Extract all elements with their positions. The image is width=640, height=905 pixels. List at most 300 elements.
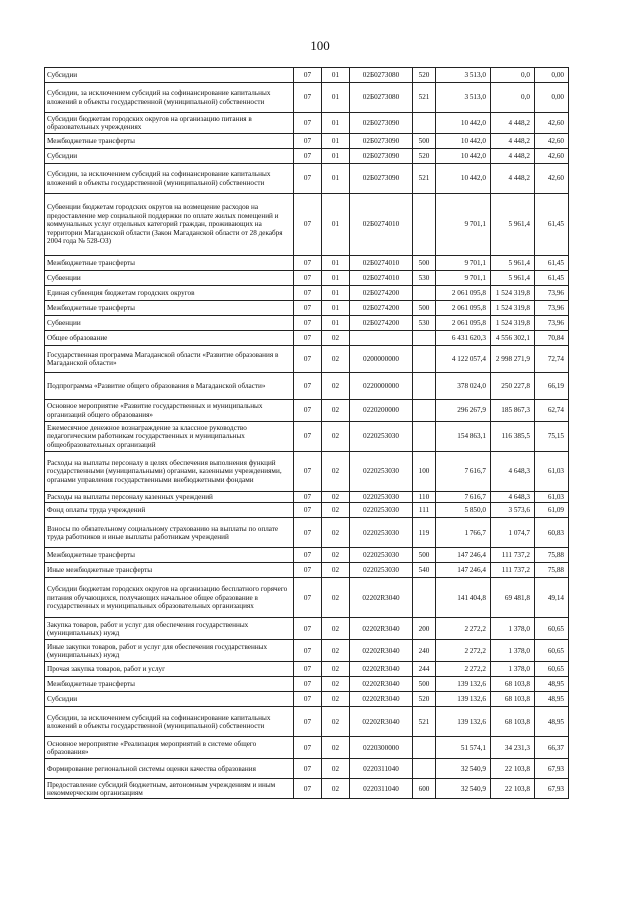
planned-amount-cell: 2 061 095,8 bbox=[436, 286, 491, 301]
percent-cell: 61,09 bbox=[535, 503, 569, 518]
row-name-cell: Прочая закупка товаров, работ и услуг bbox=[45, 662, 294, 677]
section-code-cell: 07 bbox=[294, 256, 322, 271]
expense-type-cell: 500 bbox=[413, 134, 436, 149]
planned-amount-cell: 2 061 095,8 bbox=[436, 316, 491, 331]
section-code-cell: 07 bbox=[294, 492, 322, 503]
section-code-cell: 07 bbox=[294, 301, 322, 316]
row-name-cell: Субсидии bbox=[45, 692, 294, 707]
planned-amount-cell: 2 272,2 bbox=[436, 640, 491, 662]
target-article-cell: 0220000000 bbox=[350, 373, 413, 400]
subsection-code-cell: 02 bbox=[322, 759, 350, 779]
planned-amount-cell: 139 132,6 bbox=[436, 677, 491, 692]
row-name-cell: Общее образование bbox=[45, 331, 294, 346]
row-name-cell: Межбюджетные трансферты bbox=[45, 301, 294, 316]
table-row bbox=[45, 618, 569, 640]
expense-type-cell: 600 bbox=[413, 779, 436, 799]
target-article-cell: 0220253030 bbox=[350, 503, 413, 518]
subsection-code-cell: 02 bbox=[322, 492, 350, 503]
executed-amount-cell: 2 998 271,9 bbox=[491, 346, 535, 373]
table-row bbox=[45, 316, 569, 331]
table-row bbox=[45, 256, 569, 271]
planned-amount-cell: 141 404,8 bbox=[436, 578, 491, 618]
expense-type-cell bbox=[413, 113, 436, 134]
planned-amount-cell: 3 513,0 bbox=[436, 68, 491, 83]
table-row bbox=[45, 68, 569, 83]
target-article-cell: 0220200000 bbox=[350, 400, 413, 422]
target-article-cell: 02Б0273090 bbox=[350, 149, 413, 164]
percent-cell: 66,19 bbox=[535, 373, 569, 400]
section-code-cell: 07 bbox=[294, 286, 322, 301]
expense-type-cell: 110 bbox=[413, 492, 436, 503]
table-row bbox=[45, 452, 569, 492]
row-name-cell: Подпрограмма «Развитие общего образования в Магаданской области» bbox=[45, 373, 294, 400]
expense-type-cell: 500 bbox=[413, 301, 436, 316]
executed-amount-cell: 5 961,4 bbox=[491, 194, 535, 256]
executed-amount-cell: 34 231,3 bbox=[491, 737, 535, 759]
planned-amount-cell: 9 701,1 bbox=[436, 194, 491, 256]
table-row bbox=[45, 503, 569, 518]
percent-cell: 0,00 bbox=[535, 68, 569, 83]
planned-amount-cell: 7 616,7 bbox=[436, 492, 491, 503]
table-row bbox=[45, 164, 569, 194]
table-row bbox=[45, 83, 569, 113]
expense-type-cell: 540 bbox=[413, 563, 436, 578]
subsection-code-cell: 02 bbox=[322, 640, 350, 662]
expense-type-cell: 521 bbox=[413, 164, 436, 194]
executed-amount-cell: 4 648,3 bbox=[491, 492, 535, 503]
executed-amount-cell: 1 378,0 bbox=[491, 662, 535, 677]
percent-cell: 42,60 bbox=[535, 149, 569, 164]
row-name-cell: Предоставление субсидий бюджетным, автономным учреждениям и иным некоммерческим организациям bbox=[45, 779, 294, 799]
planned-amount-cell: 10 442,0 bbox=[436, 113, 491, 134]
table-row bbox=[45, 759, 569, 779]
percent-cell: 0,00 bbox=[535, 83, 569, 113]
subsection-code-cell: 02 bbox=[322, 346, 350, 373]
target-article-cell bbox=[350, 331, 413, 346]
section-code-cell: 07 bbox=[294, 316, 322, 331]
row-name-cell: Субсидии, за исключением субсидий на софинансирование капитальных вложений в объекты государственной (муниципальной) собственности bbox=[45, 707, 294, 737]
percent-cell: 75,88 bbox=[535, 563, 569, 578]
section-code-cell: 07 bbox=[294, 452, 322, 492]
section-code-cell: 07 bbox=[294, 677, 322, 692]
row-name-cell: Субвенции bbox=[45, 316, 294, 331]
section-code-cell: 07 bbox=[294, 662, 322, 677]
executed-amount-cell: 22 103,8 bbox=[491, 779, 535, 799]
expense-type-cell: 520 bbox=[413, 68, 436, 83]
planned-amount-cell: 7 616,7 bbox=[436, 452, 491, 492]
executed-amount-cell: 4 448,2 bbox=[491, 149, 535, 164]
planned-amount-cell: 10 442,0 bbox=[436, 149, 491, 164]
planned-amount-cell: 10 442,0 bbox=[436, 134, 491, 149]
planned-amount-cell: 2 272,2 bbox=[436, 618, 491, 640]
row-name-cell: Основное мероприятие «Развитие государственных и муниципальных организаций общего образования» bbox=[45, 400, 294, 422]
table-row bbox=[45, 373, 569, 400]
table-row bbox=[45, 563, 569, 578]
planned-amount-cell: 9 701,1 bbox=[436, 256, 491, 271]
percent-cell: 75,15 bbox=[535, 422, 569, 452]
executed-amount-cell: 111 737,2 bbox=[491, 548, 535, 563]
budget-table bbox=[44, 67, 569, 799]
table-row bbox=[45, 134, 569, 149]
executed-amount-cell: 1 524 319,8 bbox=[491, 301, 535, 316]
target-article-cell: 02202R3040 bbox=[350, 692, 413, 707]
percent-cell: 62,74 bbox=[535, 400, 569, 422]
planned-amount-cell: 2 061 095,8 bbox=[436, 301, 491, 316]
planned-amount-cell: 32 540,9 bbox=[436, 759, 491, 779]
subsection-code-cell: 02 bbox=[322, 677, 350, 692]
executed-amount-cell: 1 524 319,8 bbox=[491, 286, 535, 301]
section-code-cell: 07 bbox=[294, 707, 322, 737]
table-row bbox=[45, 271, 569, 286]
planned-amount-cell: 10 442,0 bbox=[436, 164, 491, 194]
subsection-code-cell: 02 bbox=[322, 662, 350, 677]
table-row bbox=[45, 677, 569, 692]
percent-cell: 48,95 bbox=[535, 677, 569, 692]
percent-cell: 48,95 bbox=[535, 692, 569, 707]
section-code-cell: 07 bbox=[294, 737, 322, 759]
expense-type-cell: 244 bbox=[413, 662, 436, 677]
executed-amount-cell: 1 074,7 bbox=[491, 518, 535, 548]
target-article-cell: 0200000000 bbox=[350, 346, 413, 373]
row-name-cell: Фонд оплаты труда учреждений bbox=[45, 503, 294, 518]
planned-amount-cell: 32 540,9 bbox=[436, 779, 491, 799]
target-article-cell: 02202R3040 bbox=[350, 707, 413, 737]
expense-type-cell: 119 bbox=[413, 518, 436, 548]
executed-amount-cell: 4 556 302,1 bbox=[491, 331, 535, 346]
percent-cell: 75,88 bbox=[535, 548, 569, 563]
subsection-code-cell: 02 bbox=[322, 578, 350, 618]
planned-amount-cell: 9 701,1 bbox=[436, 271, 491, 286]
section-code-cell: 07 bbox=[294, 400, 322, 422]
table-row bbox=[45, 692, 569, 707]
row-name-cell: Межбюджетные трансферты bbox=[45, 134, 294, 149]
target-article-cell: 0220253030 bbox=[350, 452, 413, 492]
row-name-cell: Расходы на выплаты персоналу казенных учреждений bbox=[45, 492, 294, 503]
table-row bbox=[45, 301, 569, 316]
planned-amount-cell: 1 766,7 bbox=[436, 518, 491, 548]
expense-type-cell bbox=[413, 759, 436, 779]
row-name-cell: Субвенции bbox=[45, 271, 294, 286]
percent-cell: 67,93 bbox=[535, 759, 569, 779]
percent-cell: 61,03 bbox=[535, 452, 569, 492]
expense-type-cell: 200 bbox=[413, 618, 436, 640]
table-body bbox=[45, 68, 569, 799]
planned-amount-cell: 378 024,0 bbox=[436, 373, 491, 400]
subsection-code-cell: 02 bbox=[322, 548, 350, 563]
section-code-cell: 07 bbox=[294, 346, 322, 373]
expense-type-cell bbox=[413, 346, 436, 373]
expense-type-cell bbox=[413, 578, 436, 618]
planned-amount-cell: 154 863,1 bbox=[436, 422, 491, 452]
subsection-code-cell: 01 bbox=[322, 301, 350, 316]
subsection-code-cell: 01 bbox=[322, 271, 350, 286]
executed-amount-cell: 4 448,2 bbox=[491, 164, 535, 194]
expense-type-cell bbox=[413, 422, 436, 452]
table-row bbox=[45, 149, 569, 164]
target-article-cell: 0220300000 bbox=[350, 737, 413, 759]
section-code-cell: 07 bbox=[294, 548, 322, 563]
section-code-cell: 07 bbox=[294, 422, 322, 452]
row-name-cell: Единая субвенция бюджетам городских округов bbox=[45, 286, 294, 301]
row-name-cell: Субсидии бюджетам городских округов на организацию бесплатного горячего питания обучающихся, получающих начальное общее образование в государственных и муниципальных образовательных организациях bbox=[45, 578, 294, 618]
target-article-cell: 0220253030 bbox=[350, 422, 413, 452]
subsection-code-cell: 02 bbox=[322, 692, 350, 707]
row-name-cell: Ежемесячное денежное вознаграждение за классное руководство педагогическим работникам государственных и муниципальных общеобразовательных организаций bbox=[45, 422, 294, 452]
expense-type-cell: 500 bbox=[413, 677, 436, 692]
row-name-cell: Субсидии бюджетам городских округов на организацию питания в образовательных учреждениях bbox=[45, 113, 294, 134]
percent-cell: 60,65 bbox=[535, 662, 569, 677]
planned-amount-cell: 147 246,4 bbox=[436, 563, 491, 578]
target-article-cell: 0220253030 bbox=[350, 518, 413, 548]
section-code-cell: 07 bbox=[294, 149, 322, 164]
expense-type-cell: 111 bbox=[413, 503, 436, 518]
percent-cell: 67,93 bbox=[535, 779, 569, 799]
subsection-code-cell: 01 bbox=[322, 286, 350, 301]
table-row bbox=[45, 779, 569, 799]
table-row bbox=[45, 346, 569, 373]
subsection-code-cell: 01 bbox=[322, 194, 350, 256]
expense-type-cell: 520 bbox=[413, 149, 436, 164]
target-article-cell: 02Б0273090 bbox=[350, 113, 413, 134]
planned-amount-cell: 139 132,6 bbox=[436, 692, 491, 707]
subsection-code-cell: 02 bbox=[322, 331, 350, 346]
row-name-cell: Основное мероприятие «Реализация мероприятий в системе общего образования» bbox=[45, 737, 294, 759]
row-name-cell: Формирование региональной системы оценки качества образования bbox=[45, 759, 294, 779]
percent-cell: 49,14 bbox=[535, 578, 569, 618]
executed-amount-cell: 68 103,8 bbox=[491, 677, 535, 692]
executed-amount-cell: 68 103,8 bbox=[491, 707, 535, 737]
executed-amount-cell: 0,0 bbox=[491, 68, 535, 83]
percent-cell: 61,45 bbox=[535, 256, 569, 271]
target-article-cell: 02Б0274010 bbox=[350, 271, 413, 286]
section-code-cell: 07 bbox=[294, 271, 322, 286]
planned-amount-cell: 147 246,4 bbox=[436, 548, 491, 563]
percent-cell: 60,65 bbox=[535, 618, 569, 640]
row-name-cell: Межбюджетные трансферты bbox=[45, 548, 294, 563]
row-name-cell: Субсидии bbox=[45, 149, 294, 164]
percent-cell: 73,96 bbox=[535, 301, 569, 316]
subsection-code-cell: 02 bbox=[322, 452, 350, 492]
executed-amount-cell: 22 103,8 bbox=[491, 759, 535, 779]
table-row bbox=[45, 113, 569, 134]
table-row bbox=[45, 400, 569, 422]
subsection-code-cell: 01 bbox=[322, 256, 350, 271]
executed-amount-cell: 1 378,0 bbox=[491, 618, 535, 640]
planned-amount-cell: 5 850,0 bbox=[436, 503, 491, 518]
executed-amount-cell: 68 103,8 bbox=[491, 692, 535, 707]
percent-cell: 61,03 bbox=[535, 492, 569, 503]
section-code-cell: 07 bbox=[294, 518, 322, 548]
target-article-cell: 02Б0273090 bbox=[350, 164, 413, 194]
subsection-code-cell: 01 bbox=[322, 134, 350, 149]
expense-type-cell: 521 bbox=[413, 83, 436, 113]
table-row bbox=[45, 662, 569, 677]
row-name-cell: Субвенции бюджетам городских округов на возмещение расходов на предоставление мер социальной поддержки по оплате жилых помещений и коммунальных услуг отдельных категорий граждан, проживающих на территории Магаданской области (Закон Магаданской области от 28 декабря 2004 года № 528-ОЗ) bbox=[45, 194, 294, 256]
target-article-cell: 02Б0274200 bbox=[350, 301, 413, 316]
percent-cell: 66,37 bbox=[535, 737, 569, 759]
percent-cell: 60,83 bbox=[535, 518, 569, 548]
subsection-code-cell: 01 bbox=[322, 113, 350, 134]
target-article-cell: 02202R3040 bbox=[350, 618, 413, 640]
planned-amount-cell: 2 272,2 bbox=[436, 662, 491, 677]
section-code-cell: 07 bbox=[294, 194, 322, 256]
table-row bbox=[45, 194, 569, 256]
expense-type-cell: 530 bbox=[413, 271, 436, 286]
percent-cell: 73,96 bbox=[535, 286, 569, 301]
subsection-code-cell: 01 bbox=[322, 316, 350, 331]
percent-cell: 42,60 bbox=[535, 113, 569, 134]
row-name-cell: Межбюджетные трансферты bbox=[45, 256, 294, 271]
section-code-cell: 07 bbox=[294, 164, 322, 194]
percent-cell: 61,45 bbox=[535, 194, 569, 256]
row-name-cell: Взносы по обязательному социальному страхованию на выплаты по оплате труда работников и иные выплаты работникам учреждений bbox=[45, 518, 294, 548]
page-number: 100 bbox=[310, 38, 330, 53]
expense-type-cell bbox=[413, 331, 436, 346]
executed-amount-cell: 69 481,8 bbox=[491, 578, 535, 618]
planned-amount-cell: 3 513,0 bbox=[436, 83, 491, 113]
target-article-cell: 02202R3040 bbox=[350, 640, 413, 662]
subsection-code-cell: 02 bbox=[322, 503, 350, 518]
target-article-cell: 0220253030 bbox=[350, 492, 413, 503]
row-name-cell: Межбюджетные трансферты bbox=[45, 677, 294, 692]
target-article-cell: 02202R3040 bbox=[350, 677, 413, 692]
table-row bbox=[45, 492, 569, 503]
subsection-code-cell: 02 bbox=[322, 618, 350, 640]
expense-type-cell: 500 bbox=[413, 256, 436, 271]
expense-type-cell bbox=[413, 194, 436, 256]
target-article-cell: 0220311040 bbox=[350, 759, 413, 779]
subsection-code-cell: 02 bbox=[322, 737, 350, 759]
executed-amount-cell: 5 961,4 bbox=[491, 271, 535, 286]
table-row bbox=[45, 548, 569, 563]
row-name-cell: Иные закупки товаров, работ и услуг для обеспечения государственных (муниципальных) нужд bbox=[45, 640, 294, 662]
subsection-code-cell: 01 bbox=[322, 164, 350, 194]
percent-cell: 72,74 bbox=[535, 346, 569, 373]
row-name-cell: Расходы на выплаты персоналу в целях обеспечения выполнения функций государственными (муниципальными) органами, казенными учреждениями, органами управления государственными внебюджетными фондами bbox=[45, 452, 294, 492]
section-code-cell: 07 bbox=[294, 503, 322, 518]
row-name-cell: Субсидии, за исключением субсидий на софинансирование капитальных вложений в объекты государственной (муниципальной) собственности bbox=[45, 83, 294, 113]
executed-amount-cell: 116 385,5 bbox=[491, 422, 535, 452]
subsection-code-cell: 02 bbox=[322, 563, 350, 578]
target-article-cell: 02Б0274010 bbox=[350, 256, 413, 271]
target-article-cell: 02Б0274010 bbox=[350, 194, 413, 256]
expense-type-cell bbox=[413, 373, 436, 400]
section-code-cell: 07 bbox=[294, 113, 322, 134]
expense-type-cell: 521 bbox=[413, 707, 436, 737]
expense-type-cell bbox=[413, 737, 436, 759]
row-name-cell: Иные межбюджетные трансферты bbox=[45, 563, 294, 578]
section-code-cell: 07 bbox=[294, 83, 322, 113]
planned-amount-cell: 296 267,9 bbox=[436, 400, 491, 422]
percent-cell: 70,84 bbox=[535, 331, 569, 346]
row-name-cell: Субсидии bbox=[45, 68, 294, 83]
executed-amount-cell: 4 448,2 bbox=[491, 113, 535, 134]
row-name-cell: Закупка товаров, работ и услуг для обеспечения государственных (муниципальных) нужд bbox=[45, 618, 294, 640]
expense-type-cell bbox=[413, 400, 436, 422]
subsection-code-cell: 02 bbox=[322, 373, 350, 400]
expense-type-cell: 520 bbox=[413, 692, 436, 707]
target-article-cell: 0220253030 bbox=[350, 563, 413, 578]
table-row bbox=[45, 707, 569, 737]
target-article-cell: 02Б0273080 bbox=[350, 68, 413, 83]
percent-cell: 48,95 bbox=[535, 707, 569, 737]
row-name-cell: Субсидии, за исключением субсидий на софинансирование капитальных вложений в объекты государственной (муниципальной) собственности bbox=[45, 164, 294, 194]
expense-type-cell bbox=[413, 286, 436, 301]
executed-amount-cell: 0,0 bbox=[491, 83, 535, 113]
section-code-cell: 07 bbox=[294, 134, 322, 149]
table-row bbox=[45, 422, 569, 452]
subsection-code-cell: 02 bbox=[322, 707, 350, 737]
percent-cell: 42,60 bbox=[535, 164, 569, 194]
planned-amount-cell: 4 122 057,4 bbox=[436, 346, 491, 373]
subsection-code-cell: 01 bbox=[322, 149, 350, 164]
section-code-cell: 07 bbox=[294, 759, 322, 779]
expense-type-cell: 500 bbox=[413, 548, 436, 563]
section-code-cell: 07 bbox=[294, 779, 322, 799]
expense-type-cell: 100 bbox=[413, 452, 436, 492]
table-row bbox=[45, 286, 569, 301]
percent-cell: 60,65 bbox=[535, 640, 569, 662]
table-row bbox=[45, 737, 569, 759]
executed-amount-cell: 5 961,4 bbox=[491, 256, 535, 271]
section-code-cell: 07 bbox=[294, 331, 322, 346]
target-article-cell: 02202R3040 bbox=[350, 662, 413, 677]
planned-amount-cell: 139 132,6 bbox=[436, 707, 491, 737]
row-name-cell: Государственная программа Магаданской области «Развитие образования в Магаданской области» bbox=[45, 346, 294, 373]
section-code-cell: 07 bbox=[294, 68, 322, 83]
target-article-cell: 0220253030 bbox=[350, 548, 413, 563]
executed-amount-cell: 4 448,2 bbox=[491, 134, 535, 149]
subsection-code-cell: 02 bbox=[322, 518, 350, 548]
table-row bbox=[45, 578, 569, 618]
target-article-cell: 02Б0273090 bbox=[350, 134, 413, 149]
executed-amount-cell: 250 227,8 bbox=[491, 373, 535, 400]
table-row bbox=[45, 331, 569, 346]
executed-amount-cell: 3 573,6 bbox=[491, 503, 535, 518]
target-article-cell: 0220311040 bbox=[350, 779, 413, 799]
percent-cell: 61,45 bbox=[535, 271, 569, 286]
executed-amount-cell: 1 524 319,8 bbox=[491, 316, 535, 331]
executed-amount-cell: 185 867,3 bbox=[491, 400, 535, 422]
target-article-cell: 02Б0274200 bbox=[350, 286, 413, 301]
expense-type-cell: 530 bbox=[413, 316, 436, 331]
planned-amount-cell: 6 431 620,3 bbox=[436, 331, 491, 346]
subsection-code-cell: 02 bbox=[322, 779, 350, 799]
executed-amount-cell: 111 737,2 bbox=[491, 563, 535, 578]
subsection-code-cell: 01 bbox=[322, 68, 350, 83]
planned-amount-cell: 51 574,1 bbox=[436, 737, 491, 759]
section-code-cell: 07 bbox=[294, 618, 322, 640]
percent-cell: 42,60 bbox=[535, 134, 569, 149]
subsection-code-cell: 02 bbox=[322, 400, 350, 422]
target-article-cell: 02Б0273080 bbox=[350, 83, 413, 113]
target-article-cell: 02202R3040 bbox=[350, 578, 413, 618]
section-code-cell: 07 bbox=[294, 640, 322, 662]
expense-type-cell: 240 bbox=[413, 640, 436, 662]
subsection-code-cell: 01 bbox=[322, 83, 350, 113]
percent-cell: 73,96 bbox=[535, 316, 569, 331]
table-row bbox=[45, 518, 569, 548]
section-code-cell: 07 bbox=[294, 578, 322, 618]
target-article-cell: 02Б0274200 bbox=[350, 316, 413, 331]
table-row bbox=[45, 640, 569, 662]
executed-amount-cell: 1 378,0 bbox=[491, 640, 535, 662]
executed-amount-cell: 4 648,3 bbox=[491, 452, 535, 492]
section-code-cell: 07 bbox=[294, 692, 322, 707]
section-code-cell: 07 bbox=[294, 373, 322, 400]
subsection-code-cell: 02 bbox=[322, 422, 350, 452]
section-code-cell: 07 bbox=[294, 563, 322, 578]
